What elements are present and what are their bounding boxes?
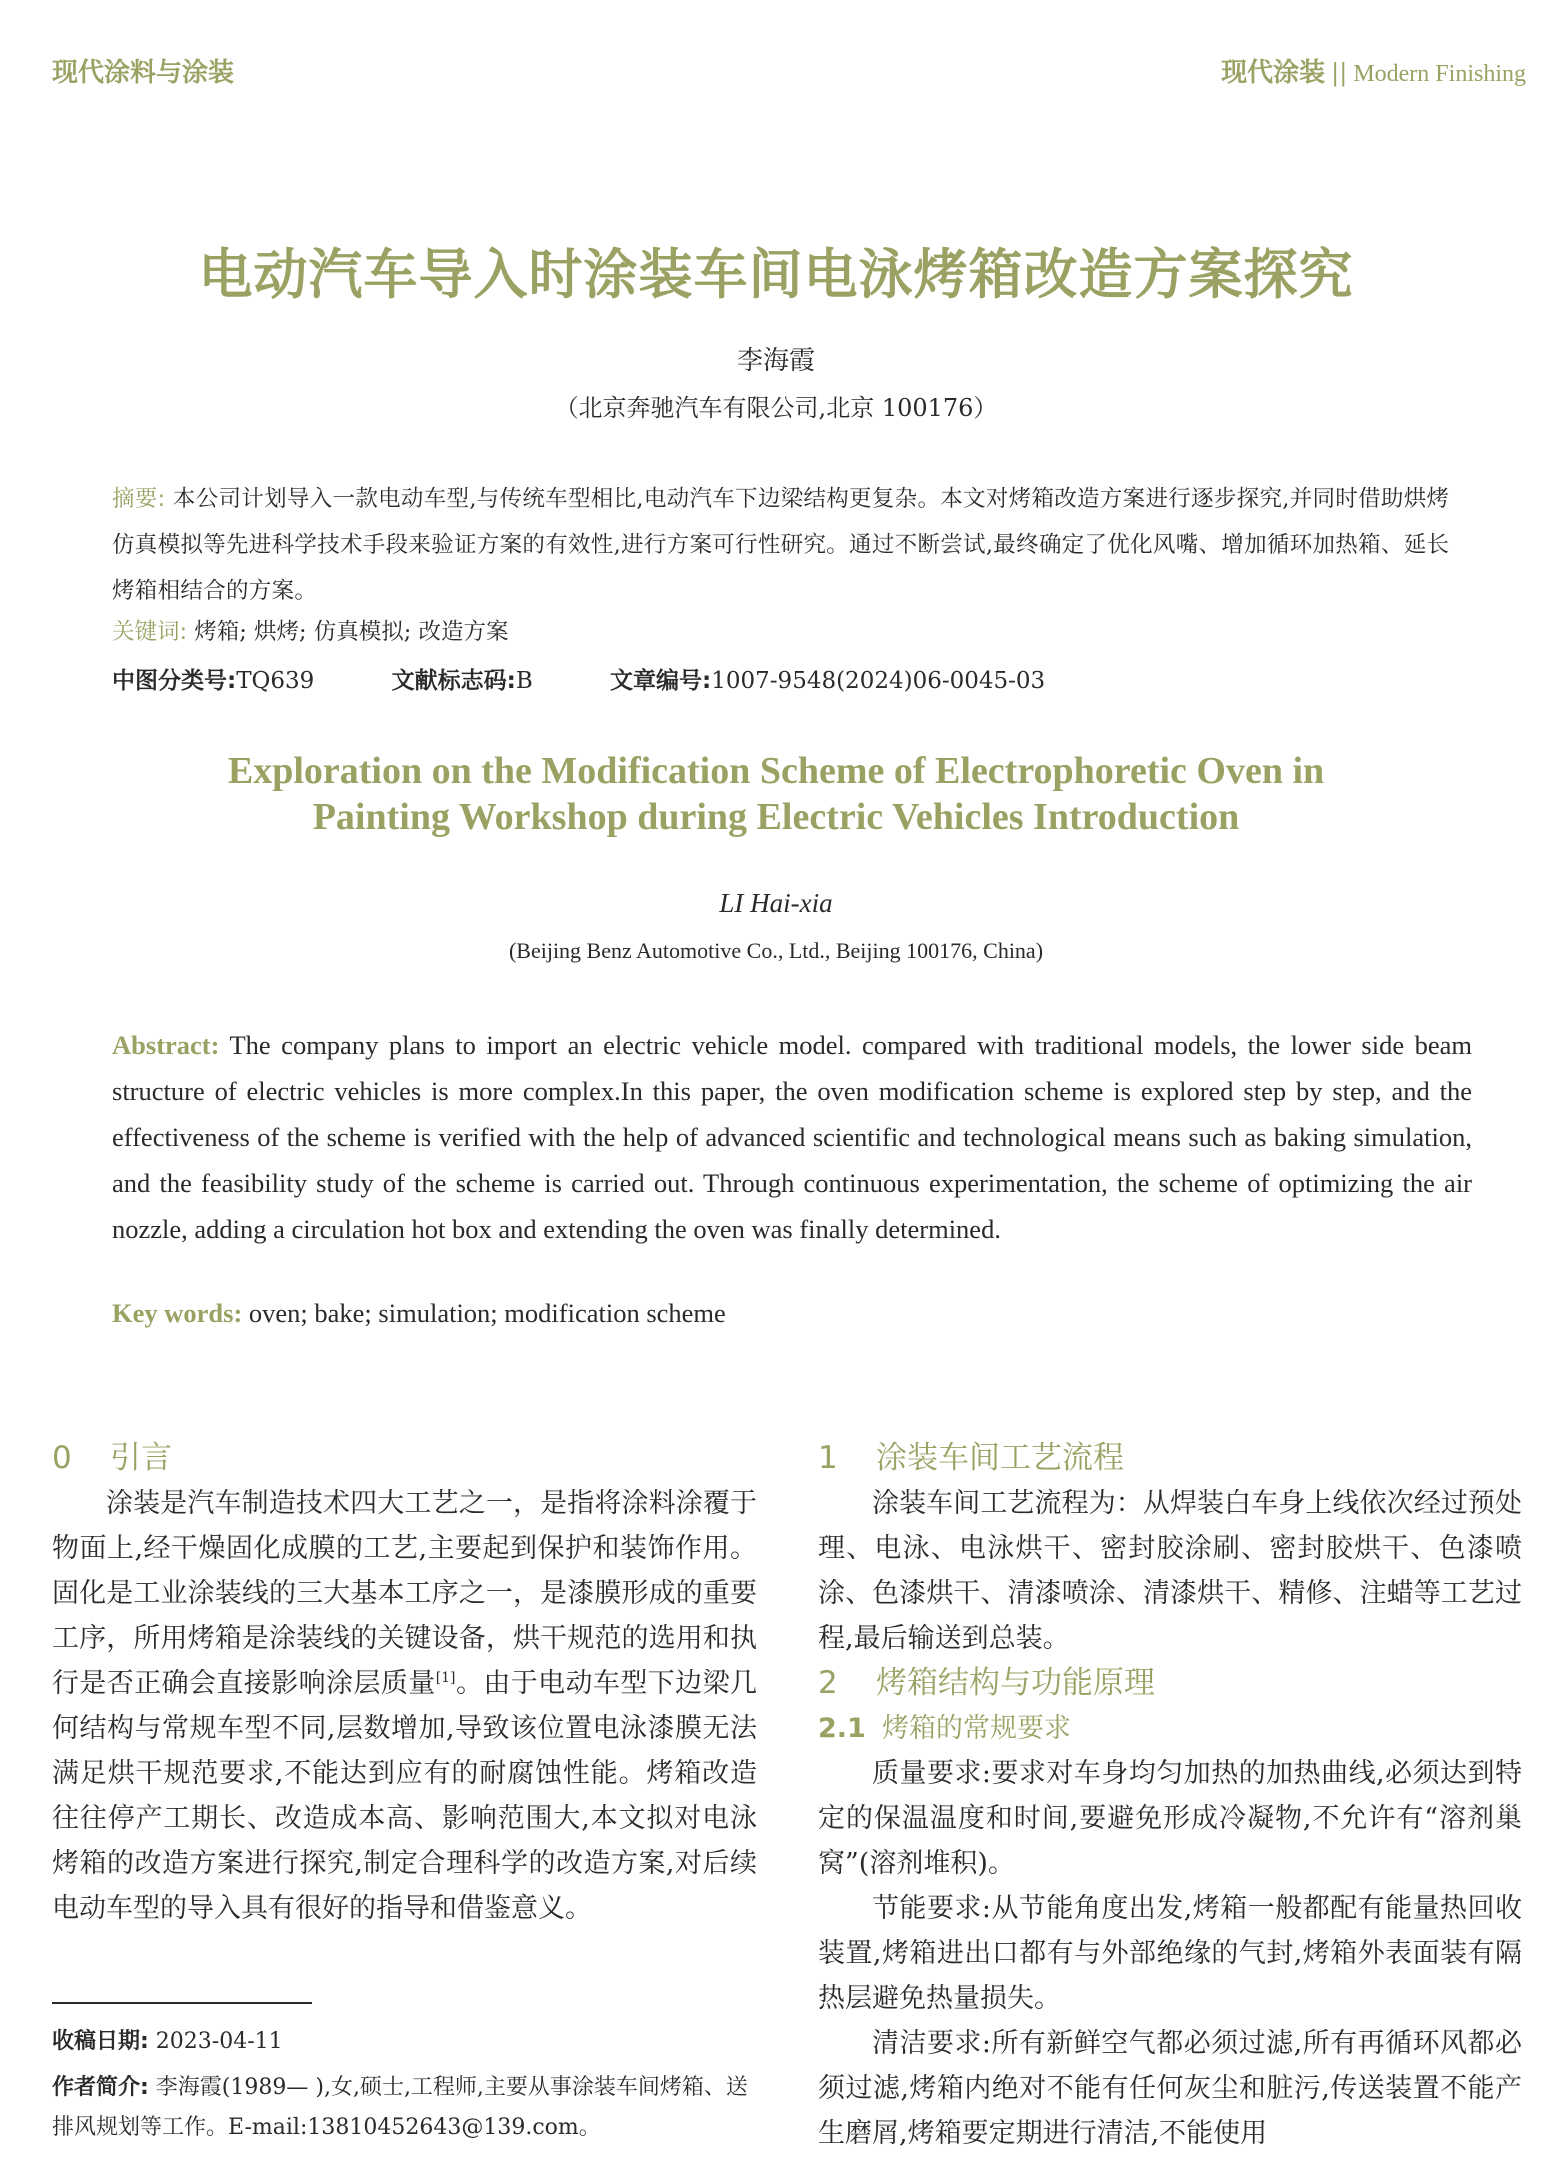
paragraph-text: 。由于电动车型下边梁几何结构与常规车型不同,层数增加,导致该位置电泳漆膜无法满足烘干规范要求,不能达到应有的耐腐蚀性能。烤箱改造往往停产工期长、改造成本高、影响范围大,本文拟对电泳烤箱的改造方案进行探究,制定合理科学的改造方案,对后续电动车型的导入具有很好的指导和借鉴意义。 bbox=[52, 1668, 757, 1924]
footnote-rule bbox=[52, 2002, 312, 2004]
journal-name-en: Modern Finishing bbox=[1353, 61, 1526, 87]
paragraph: 清洁要求:所有新鲜空气都必须过滤,所有再循环风都必须过滤,烤箱内绝对不能有任何灰尘和脏污,传送装置不能产生磨屑,烤箱要定期进行清洁,不能使用 bbox=[818, 2028, 1522, 2149]
subsection-number: 2.1 bbox=[818, 1713, 866, 1744]
running-header-left: 现代涂料与涂装 bbox=[52, 58, 235, 88]
journal-name: 现代涂装 bbox=[1221, 58, 1326, 88]
bio-text: 李海霞(1989— ),女,硕士,工程师,主要从事涂装车间烤箱、送排风规划等工作。E-mail:13810452643@139.com。 bbox=[52, 2075, 748, 2140]
keywords-en bbox=[112, 1298, 726, 1329]
section-number: 1 bbox=[818, 1440, 838, 1476]
paper-title-en-line2: Painting Workshop during Electric Vehicles Introduction bbox=[312, 796, 1240, 838]
received-label: 收稿日期: bbox=[52, 2029, 149, 2054]
running-header-right bbox=[1221, 52, 1526, 89]
keywords-en-label: Key words: bbox=[112, 1298, 243, 1328]
paragraph: 节能要求:从节能角度出发,烤箱一般都配有能量热回收装置,烤箱进出口都有与外部绝缘的气封,烤箱外表面装有隔热层避免热量损失。 bbox=[818, 1893, 1522, 2014]
abstract-cn-text: 本公司计划导入一款电动车型,与传统车型相比,电动汽车下边梁结构更复杂。本文对烤箱改造方案进行逐步探究,并同时借助烘烤仿真模拟等先进科学技术手段来验证方案的有效性,进行方案可行性研究。通过不断尝试,最终确定了优化风嘴、增加循环加热箱、延长烤箱相结合的方案。 bbox=[112, 486, 1450, 604]
keywords-en-text: oven; bake; simulation; modification scheme bbox=[242, 1298, 726, 1328]
affiliation-en: (Beijing Benz Automotive Co., Ltd., Beijing 100176, China) bbox=[508, 938, 1044, 963]
section-title: 引言 bbox=[110, 1440, 172, 1476]
section-title: 涂装车间工艺流程 bbox=[876, 1440, 1124, 1476]
subsection-title: 烤箱的常规要求 bbox=[882, 1713, 1071, 1744]
section-heading bbox=[818, 1661, 1522, 1706]
affiliation-cn: （北京奔驰汽车有限公司,北京 100176） bbox=[554, 394, 998, 422]
paragraph bbox=[52, 1481, 757, 1931]
section-title: 烤箱结构与功能原理 bbox=[876, 1665, 1155, 1701]
section-number: 2 bbox=[818, 1665, 838, 1701]
keywords-cn-label: 关键词: bbox=[112, 619, 188, 645]
abstract-en bbox=[112, 1022, 1472, 1252]
keywords-cn-text: 烤箱; 烘烤; 仿真模拟; 改造方案 bbox=[187, 619, 509, 645]
author-en: LI Hai-xia bbox=[719, 888, 833, 918]
body-column-left bbox=[52, 1436, 757, 1931]
header-separator: || bbox=[1331, 59, 1348, 87]
footnote-author-bio bbox=[52, 2068, 757, 2148]
abstract-en-text: The company plans to import an electric vehicle model. compared with traditional models, the lower side beam structure of electric vehicles is more complex.In this paper, the oven modification scheme is explored step by step, and the effectiveness of the scheme is verified with the help of advanced scientific and technological means such as baking simulation, and the feasibility study of the scheme is carried out. Through continuous experimentation, the scheme of optimizing the air nozzle, adding a circulation hot box and extending the oven was finally determined. bbox=[112, 1030, 1472, 1244]
bio-label: 作者简介: bbox=[52, 2075, 149, 2100]
paragraph: 涂装车间工艺流程为：从焊装白车身上线依次经过预处理、电泳、电泳烘干、密封胶涂刷、密封胶烘干、色漆喷涂、色漆烘干、清漆喷涂、清漆烘干、精修、注蜡等工艺过程,最后输送到总装。 bbox=[818, 1488, 1522, 1654]
clc-value: TQ639 bbox=[236, 668, 315, 694]
subsection-heading bbox=[818, 1706, 1522, 1751]
paper-title-en bbox=[0, 748, 1552, 840]
classification-row bbox=[112, 662, 1115, 695]
citation-ref[interactable]: [1] bbox=[435, 1670, 456, 1686]
paper-title-en-line1: Exploration on the Modification Scheme of Electrophoretic Oven in bbox=[227, 750, 1325, 792]
abstract-cn-label: 摘要: bbox=[112, 486, 166, 512]
doc-code-label: 文献标志码: bbox=[391, 668, 516, 694]
section-heading bbox=[818, 1436, 1522, 1481]
paragraph-text: 涂装是汽车制造技术四大工艺之一，是指将涂料涂覆于物面上,经干燥固化成膜的工艺,主要起到保护和装饰作用。固化是工业涂装线的三大基本工序之一，是漆膜形成的重要工序，所用烤箱是涂装线的关键设备，烘干规范的选用和执行是否正确会直接影响涂层质量 bbox=[52, 1488, 757, 1699]
section-number: 0 bbox=[52, 1440, 72, 1476]
keywords-cn bbox=[112, 614, 508, 646]
received-date: 2023-04-11 bbox=[148, 2029, 283, 2054]
article-no-value: 1007-9548(2024)06-0045-03 bbox=[711, 668, 1046, 694]
body-column-right bbox=[818, 1436, 1522, 2156]
clc-label: 中图分类号: bbox=[112, 668, 237, 694]
abstract-en-label: Abstract: bbox=[112, 1030, 220, 1060]
doc-code-value: B bbox=[515, 668, 533, 694]
author-cn: 李海霞 bbox=[736, 346, 815, 376]
footnote-received bbox=[52, 2022, 757, 2062]
section-heading bbox=[52, 1436, 757, 1481]
article-no-label: 文章编号: bbox=[610, 668, 712, 694]
paper-title-cn: 电动汽车导入时涂装车间电泳烤箱改造方案探究 bbox=[198, 243, 1354, 306]
paragraph: 质量要求:要求对车身均匀加热的加热曲线,必须达到特定的保温温度和时间,要避免形成冷凝物,不允许有“溶剂巢窝”(溶剂堆积)。 bbox=[818, 1758, 1522, 1879]
abstract-cn bbox=[112, 476, 1472, 614]
